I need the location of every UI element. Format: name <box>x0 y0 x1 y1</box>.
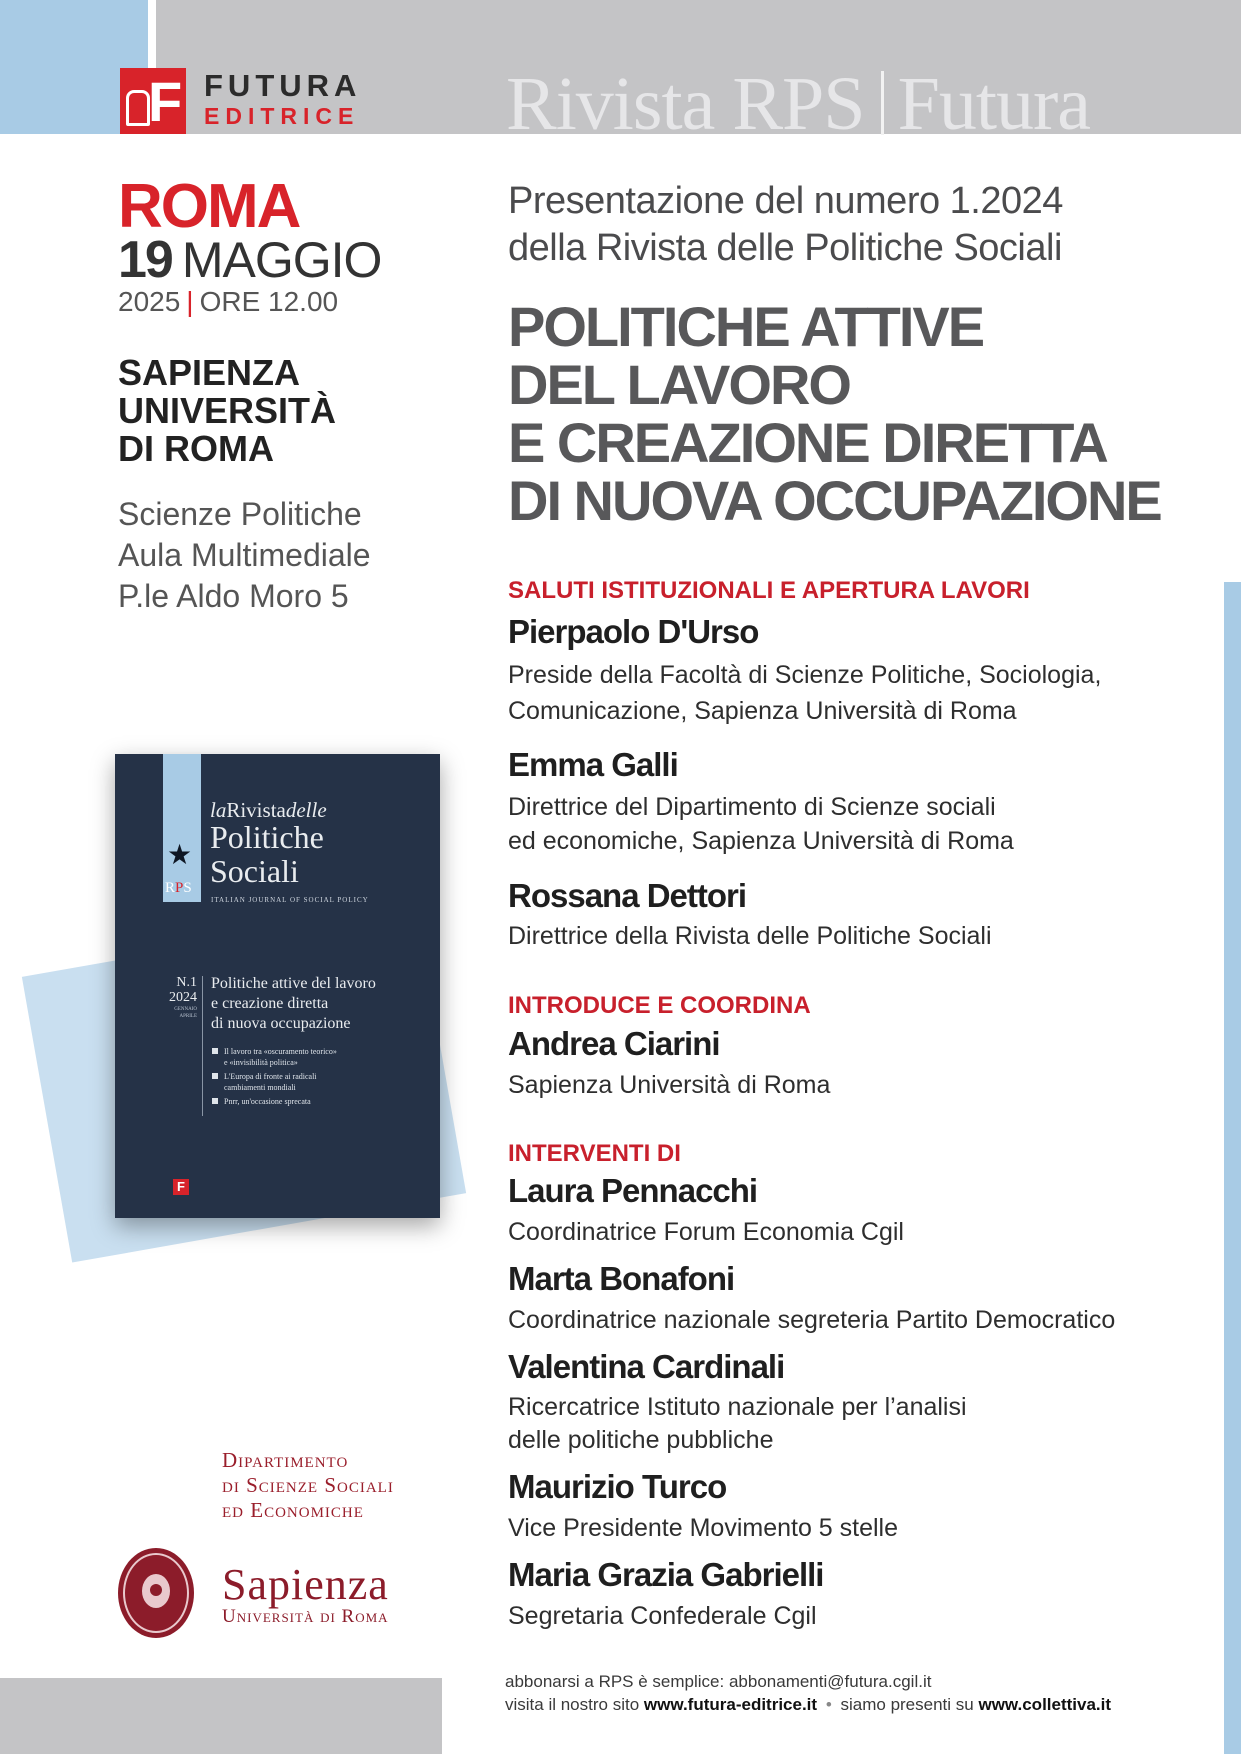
cover-contents <box>212 1046 337 1110</box>
venue-line: P.le Aldo Moro 5 <box>118 578 349 614</box>
masthead <box>506 62 1091 146</box>
speaker-role: Sapienza Università di Roma <box>508 1071 831 1099</box>
footer-site2-link[interactable]: www.collettiva.it <box>978 1695 1112 1714</box>
cover-title-line: Sociali <box>210 853 299 889</box>
footer-gray-band <box>0 1678 442 1754</box>
venue-address <box>118 494 458 617</box>
cover-headline: Politiche attive del lavoro e creazione diretta di nuova occupazione <box>211 975 376 1032</box>
speaker-role: Ricercatrice Istituto nazionale per l’analisi <box>508 1393 967 1421</box>
university-name <box>118 354 418 468</box>
journal-cover <box>115 754 440 1218</box>
sapienza-logo-subtitle: Università di Roma <box>222 1606 389 1627</box>
star-icon: ★ <box>167 839 193 870</box>
speaker-role: Vice Presidente Movimento 5 stelle <box>508 1514 899 1542</box>
publisher-subname: EDITRICE <box>204 103 360 129</box>
speaker-role: Direttrice del Dipartimento di Scienze sociali <box>508 793 996 821</box>
footer-email-link[interactable]: abbonamenti@futura.cgil.it <box>728 1672 932 1691</box>
footer-site-link[interactable]: www.futura-editrice.it <box>643 1695 818 1714</box>
speaker-name: Andrea Ciarini <box>508 1025 720 1062</box>
speaker-name: Pierpaolo D'Urso <box>508 613 759 650</box>
cover-publisher-logo: F <box>173 1179 189 1195</box>
event-year-time <box>118 286 338 318</box>
venue-line: Scienze Politiche <box>118 496 362 532</box>
futura-logo-icon: F <box>120 68 186 134</box>
cover-rps-mark: RPS <box>165 880 192 896</box>
masthead-right: Futura <box>897 62 1091 146</box>
university-line: UNIVERSITÀ <box>118 390 337 431</box>
event-year: 2025 <box>118 286 181 317</box>
footer-text: siamo presenti su <box>840 1695 974 1714</box>
speaker-name: Emma Galli <box>508 746 678 783</box>
cover-contents-item: Pnrr, un'occasione sprecata <box>212 1096 337 1107</box>
event-headline: POLITICHE ATTIVE DEL LAVORO E CREAZIONE DIRETTA DI NUOVA OCCUPAZIONE <box>508 295 1161 532</box>
speaker-role: Coordinatrice Forum Economia Cgil <box>508 1218 904 1246</box>
speaker-name: Laura Pennacchi <box>508 1172 758 1209</box>
cover-contents-item: L'Europa di fronte ai radicali cambiamenti mondiali <box>212 1071 337 1093</box>
speaker-role: Coordinatrice nazionale segreteria Partito Democratico <box>508 1306 1116 1334</box>
cover-divider <box>202 976 203 1116</box>
speaker-name: Marta Bonafoni <box>508 1260 735 1297</box>
university-line: DI ROMA <box>118 428 274 469</box>
speaker-role: Preside della Facoltà di Scienze Politiche, Sociologia, <box>508 661 1102 689</box>
venue-line: Aula Multimediale <box>118 537 371 573</box>
section-title-saluti: SALUTI ISTITUZIONALI E APERTURA LAVORI <box>508 577 1030 604</box>
speaker-name: Valentina Cardinali <box>508 1348 785 1385</box>
speaker-name: Rossana Dettori <box>508 877 747 914</box>
cover-issue-number: N.1 <box>176 975 197 990</box>
footer-text: abbonarsi a RPS è semplice: <box>505 1672 725 1691</box>
event-month: MAGGIO <box>181 232 382 288</box>
speaker-name: Maurizio Turco <box>508 1468 727 1505</box>
cover-journal-prefix: laRivistadelle <box>210 798 327 822</box>
masthead-separator <box>881 71 884 135</box>
speaker-role: Segretaria Confederale Cgil <box>508 1602 817 1630</box>
university-line: SAPIENZA <box>118 352 301 393</box>
sapienza-seal-icon <box>118 1548 194 1638</box>
event-day: 19 <box>118 231 172 289</box>
speaker-role: Direttrice della Rivista delle Politiche Sociali <box>508 922 992 950</box>
cover-issue-month: APRILE <box>179 1014 197 1019</box>
cover-title-line: Politiche <box>210 819 324 855</box>
cover-issue-year: 2024 <box>169 990 197 1005</box>
masthead-left: Rivista RPS <box>506 62 865 146</box>
speaker-role: delle politiche pubbliche <box>508 1426 774 1454</box>
right-accent-band <box>1224 582 1241 1754</box>
cover-issue <box>155 976 197 1020</box>
event-time: ORE 12.00 <box>199 286 339 317</box>
footer-bullet: • <box>825 1695 832 1714</box>
footer-text: visita il nostro sito <box>505 1695 640 1714</box>
speaker-name: Maria Grazia Gabrielli <box>508 1556 824 1593</box>
sapienza-logo-name: Sapienza <box>222 1560 389 1609</box>
footer-info <box>505 1670 1111 1716</box>
cover-contents-item: Il lavoro tra «oscuramento teorico» e «invisibilità politica» <box>212 1046 337 1068</box>
event-separator: | <box>186 286 194 317</box>
department-name: Dipartimento di Scienze Sociali ed Economiche <box>222 1448 394 1522</box>
speaker-role: ed economiche, Sapienza Università di Roma <box>508 827 1014 855</box>
publisher-name: FUTURA <box>204 68 362 103</box>
speaker-role: Comunicazione, Sapienza Università di Roma <box>508 697 1017 725</box>
cover-issue-month: GENNAIO <box>174 1007 197 1012</box>
section-title-interventi: INTERVENTI DI <box>508 1140 681 1167</box>
event-intro: Presentazione del numero 1.2024 della Rivista delle Politiche Sociali <box>508 180 1063 269</box>
event-city: ROMA <box>118 172 300 241</box>
section-title-introduce: INTRODUCE E COORDINA <box>508 992 811 1019</box>
cover-subtitle: ITALIAN JOURNAL OF SOCIAL POLICY <box>211 896 369 904</box>
